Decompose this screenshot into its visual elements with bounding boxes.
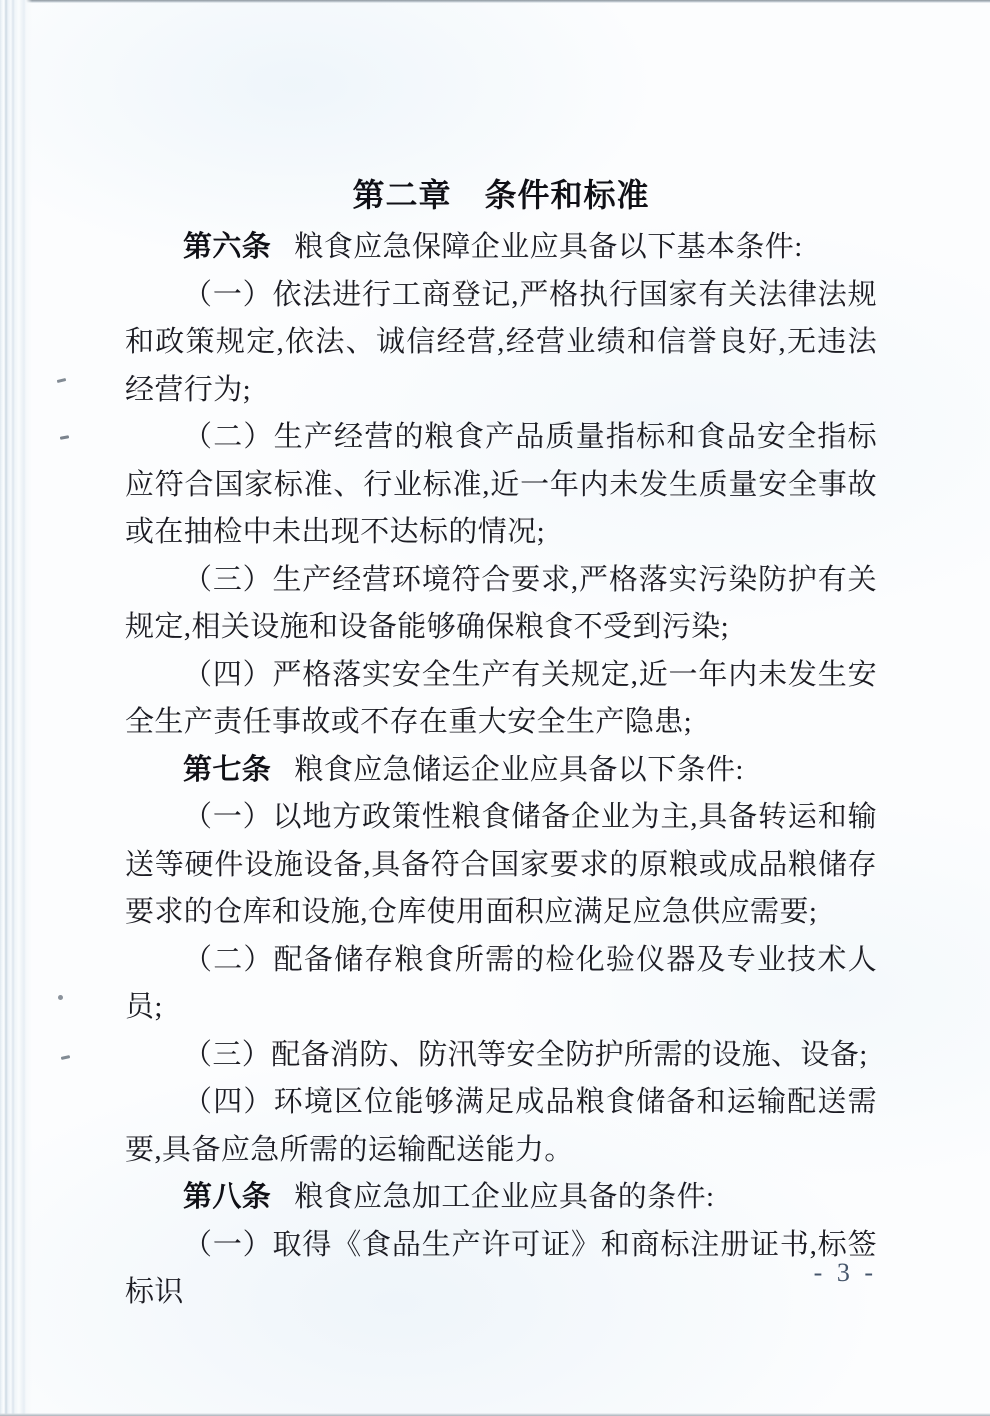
paragraph-text: 粮食应急保障企业应具备以下基本条件: (294, 231, 803, 263)
pencil-mark (61, 1055, 70, 1060)
article-heading-paragraph (125, 224, 877, 272)
scan-edge-top (0, 0, 990, 3)
article-number: 第七条 (183, 753, 272, 786)
paragraph-text: （二）配备储存粮食所需的检化验仪器及专业技术人员; (125, 943, 877, 1023)
paragraph-text: （四）环境区位能够满足成品粮食储备和运输配送需要,具备应急所需的运输配送能力。 (125, 1086, 877, 1166)
pencil-mark (57, 378, 66, 383)
paragraph-text: 粮食应急加工企业应具备的条件: (294, 1181, 715, 1213)
article-number: 第八条 (183, 1181, 272, 1213)
paragraph-text: （一）以地方政策性粮食储备企业为主,具备转运和输送等硬件设施设备,具备符合国家要求的原粮或成品粮储存要求的仓库和设施,仓库使用面积应满足应急供应需要; (125, 801, 877, 928)
list-item-paragraph (125, 414, 877, 557)
paragraph-text: （一）依法进行工商登记,严格执行国家有关法律法规和政策规定,依法、诚信经营,经营业绩和信誉良好,无违法经营行为; (125, 278, 877, 406)
paragraph-text: （三）生产经营环境符合要求,严格落实污染防护有关规定,相关设施和设备能够确保粮食不受到污染; (125, 563, 877, 643)
document-body (125, 177, 877, 1317)
paragraph-text: 粮食应急储运企业应具备以下条件: (294, 753, 744, 786)
list-item-paragraph (125, 1079, 877, 1174)
pencil-mark (60, 435, 69, 440)
article-heading-paragraph (125, 1174, 877, 1222)
list-item-paragraph (125, 794, 877, 937)
page-number: - 3 - (813, 1258, 877, 1287)
article-heading-paragraph (125, 747, 877, 795)
paragraph-text: （四）严格落实安全生产有关规定,近一年内未发生安全生产责任事故或不存在重大安全生产隐患; (125, 658, 877, 738)
chapter-heading: 第二章 条件和标准 (352, 177, 650, 213)
list-item-paragraph (125, 1222, 877, 1317)
list-item-paragraph (125, 1032, 877, 1080)
paragraph-text: （一）取得《食品生产许可证》和商标注册证书,标签标识 (125, 1228, 877, 1308)
list-item-paragraph (125, 652, 877, 747)
paragraph-text: （三）配备消防、防汛等安全防护所需的设施、设备; (183, 1038, 868, 1071)
list-item-paragraph (125, 557, 877, 652)
paragraph-text: （二）生产经营的粮食产品质量指标和食品安全指标应符合国家标准、行业标准,近一年内未发生质量安全事故或在抽检中未出现不达标的情况; (125, 421, 877, 548)
scan-edge-left (0, 0, 32, 1416)
article-number: 第六条 (183, 231, 272, 263)
list-item-paragraph (125, 272, 877, 415)
pencil-mark (58, 995, 63, 1000)
list-item-paragraph (125, 937, 877, 1032)
